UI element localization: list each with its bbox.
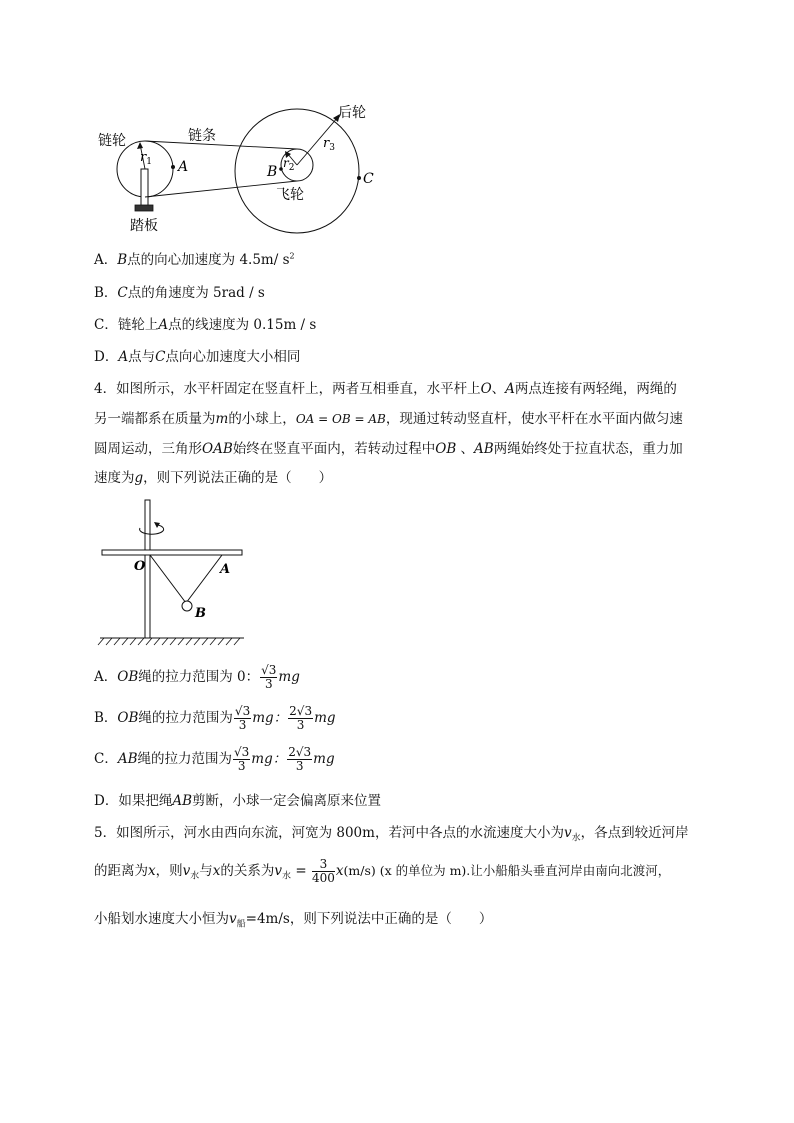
stem-sub: 水 (282, 871, 292, 882)
stem-var: g (134, 470, 144, 486)
option-prefix: C． (94, 751, 118, 767)
stem-var: OAB (202, 441, 233, 457)
stem-var: x (212, 863, 221, 879)
stem-text: 5．如图所示，河水由西向东流，河宽为 800m，若河中各点的水流速度大小为 (94, 825, 564, 841)
q3-option-b (94, 281, 265, 301)
point-A (171, 165, 175, 169)
q4-option-c (94, 746, 335, 773)
pedal-crank (141, 169, 148, 207)
fraction-den: 3 (264, 677, 273, 691)
stem-text: 两绳始终处于拉直状态，重力加 (493, 441, 683, 457)
rotating-rod-figure (94, 495, 254, 650)
stem-text: 的小球上， (228, 411, 296, 427)
stem-text: 圆周运动，三角形 (94, 441, 202, 457)
stem-text: =4m/s，则下列说法中正确的是（ ） (245, 911, 493, 927)
option-var: AB (117, 751, 138, 767)
stem-var: v (274, 863, 283, 879)
horizontal-rod (102, 550, 242, 555)
q4-stem-line1 (94, 377, 677, 397)
stem-var: O (480, 381, 492, 397)
option-var: C (155, 349, 166, 365)
stem-var: v (182, 863, 191, 879)
q3-option-d (94, 345, 300, 365)
stem-text: 另一端都系在质量为 (94, 411, 216, 427)
q3-option-c (94, 313, 316, 333)
rotation-arrow-icon (140, 525, 164, 534)
chain-bottom (145, 181, 297, 197)
stem-var: v (563, 825, 572, 841)
option-text: 剪断，小球一定会偏离原来位置 (192, 793, 381, 809)
C-label: C (363, 171, 374, 187)
q5-stem-line2 (94, 858, 670, 885)
stem-text: ，则 (155, 863, 183, 879)
fraction (287, 746, 312, 773)
option-var: mg： (251, 751, 287, 767)
ground-hatching (98, 638, 240, 645)
option-sup: 2 (289, 251, 295, 261)
r1-label: $r_1$ (140, 150, 152, 167)
stem-text: 与 (199, 863, 213, 879)
fraction-den: 3 (237, 759, 246, 773)
option-prefix: A． (94, 252, 118, 268)
A-label: A (178, 159, 189, 175)
stem-text: 两点连接有两轻绳，两绳的 (514, 381, 677, 397)
stem-sub: 水 (190, 871, 200, 882)
option-var: mg (278, 669, 300, 685)
option-prefix: A． (94, 669, 118, 685)
option-var: mg (313, 751, 335, 767)
chain-label: 链条 (188, 128, 216, 144)
rear-wheel-circle (235, 109, 359, 233)
fraction-num: √3 (234, 745, 250, 759)
option-text: 绳的拉力范围为 0： (138, 669, 260, 685)
stem-text: 的距离为 (94, 863, 148, 879)
option-var: OB (117, 669, 139, 685)
option-var: AB (172, 793, 192, 809)
vertical-rod (145, 500, 150, 638)
option-prefix: C．链轮上 (94, 317, 159, 333)
option-text: 点的向心加速度为 4.5m/ s (127, 252, 290, 268)
q4-stem-line3 (94, 437, 683, 457)
option-var: mg： (252, 710, 288, 726)
fraction (233, 746, 250, 773)
option-var: A (158, 317, 169, 333)
pedal-block (135, 205, 153, 211)
q5-stem-line1 (94, 821, 689, 844)
fraction-den: 3 (296, 718, 305, 732)
stem-text: 的关系为 (220, 863, 275, 879)
rear-wheel-label: 后轮 (338, 105, 366, 121)
stem-var: x (335, 863, 344, 879)
q4-stem-line4 (94, 466, 332, 486)
B-label: B (195, 606, 206, 621)
q3-option-a (94, 248, 295, 268)
fraction (260, 664, 277, 691)
option-prefix: B． (94, 710, 118, 726)
stem-text: 速度为 (94, 470, 135, 486)
fraction-num: 3 (312, 858, 335, 872)
stem-var: A (505, 381, 515, 397)
string-AB (186, 555, 222, 603)
pedal-label: 踏板 (130, 218, 158, 234)
stem-var: v (229, 911, 237, 927)
ball-B (182, 601, 192, 611)
stem-text: ，各点到较近河岸 (580, 825, 689, 841)
stem-text: (m/s) (x 的单位为 m).让小船船头垂直河岸由南向北渡河， (343, 863, 671, 878)
stem-text: = (291, 863, 311, 879)
fraction-den: 3 (295, 759, 304, 773)
stem-sub: 水 (571, 833, 581, 844)
option-var: OB (117, 710, 139, 726)
stem-var: x (148, 863, 156, 879)
stem-text: 、 (456, 441, 475, 457)
stem-text: 、 (491, 381, 506, 397)
fraction-num: 2√3 (288, 745, 312, 759)
B-label: B (267, 164, 278, 180)
fraction (312, 858, 335, 885)
q4-option-d (94, 789, 381, 809)
option-text: 绳的拉力范围为 (138, 710, 233, 726)
fraction-den: 400 (311, 871, 335, 885)
option-text: 点的角速度为 5rad / s (127, 285, 265, 301)
stem-text: 4．如图所示，水平杆固定在竖直杆上，两者互相垂直，水平杆上 (94, 381, 481, 397)
stem-var: OB (435, 441, 457, 457)
option-text: 点向心加速度大小相同 (165, 349, 301, 365)
option-text: 绳的拉力范围为 (137, 751, 233, 767)
stem-text: ，则下列说法正确的是（ ） (143, 470, 333, 486)
stem-sub: 船 (236, 919, 246, 930)
option-var: mg (314, 710, 336, 726)
fraction (288, 705, 313, 732)
q4-option-a (94, 664, 300, 691)
fraction-den: 3 (238, 718, 247, 732)
fraction-num: 2√3 (289, 704, 313, 718)
stem-text: 始终在竖直平面内，若转动过程中 (232, 441, 436, 457)
option-prefix: D． (94, 349, 119, 365)
fraction-num: √3 (234, 704, 251, 718)
q4-option-b (94, 705, 336, 732)
fraction-num: √3 (261, 663, 277, 677)
stem-var: OA = OB = AB (295, 412, 386, 426)
chainwheel-label: 链轮 (98, 133, 126, 149)
r3-label: $r_3$ (323, 136, 335, 153)
A-label: A (220, 562, 231, 577)
option-text: 点与 (128, 349, 156, 365)
r2-label: $r_2$ (283, 156, 295, 173)
bicycle-chain-figure (90, 95, 390, 235)
string-OB (150, 555, 186, 603)
chain-top (145, 141, 297, 149)
option-var: A (118, 349, 129, 365)
stem-var: AB (474, 441, 494, 457)
stem-text: 小船划水速度大小恒为 (94, 911, 229, 927)
fraction (234, 705, 251, 732)
q4-stem-line2 (94, 407, 683, 427)
O-label: O (134, 559, 146, 574)
option-prefix: B． (94, 285, 118, 301)
option-var: C (117, 285, 128, 301)
option-text: 点的线速度为 0.15m / s (168, 317, 317, 333)
option-var: B (117, 252, 128, 268)
stem-text: ，现通过转动竖直杆，使水平杆在水平面内做匀速 (385, 411, 683, 427)
q5-stem-line3 (94, 907, 492, 930)
point-C (357, 176, 361, 180)
option-prefix: D．如果把绳 (94, 793, 173, 809)
stem-var: m (215, 411, 229, 427)
flywheel-label: 飞轮 (276, 187, 304, 203)
